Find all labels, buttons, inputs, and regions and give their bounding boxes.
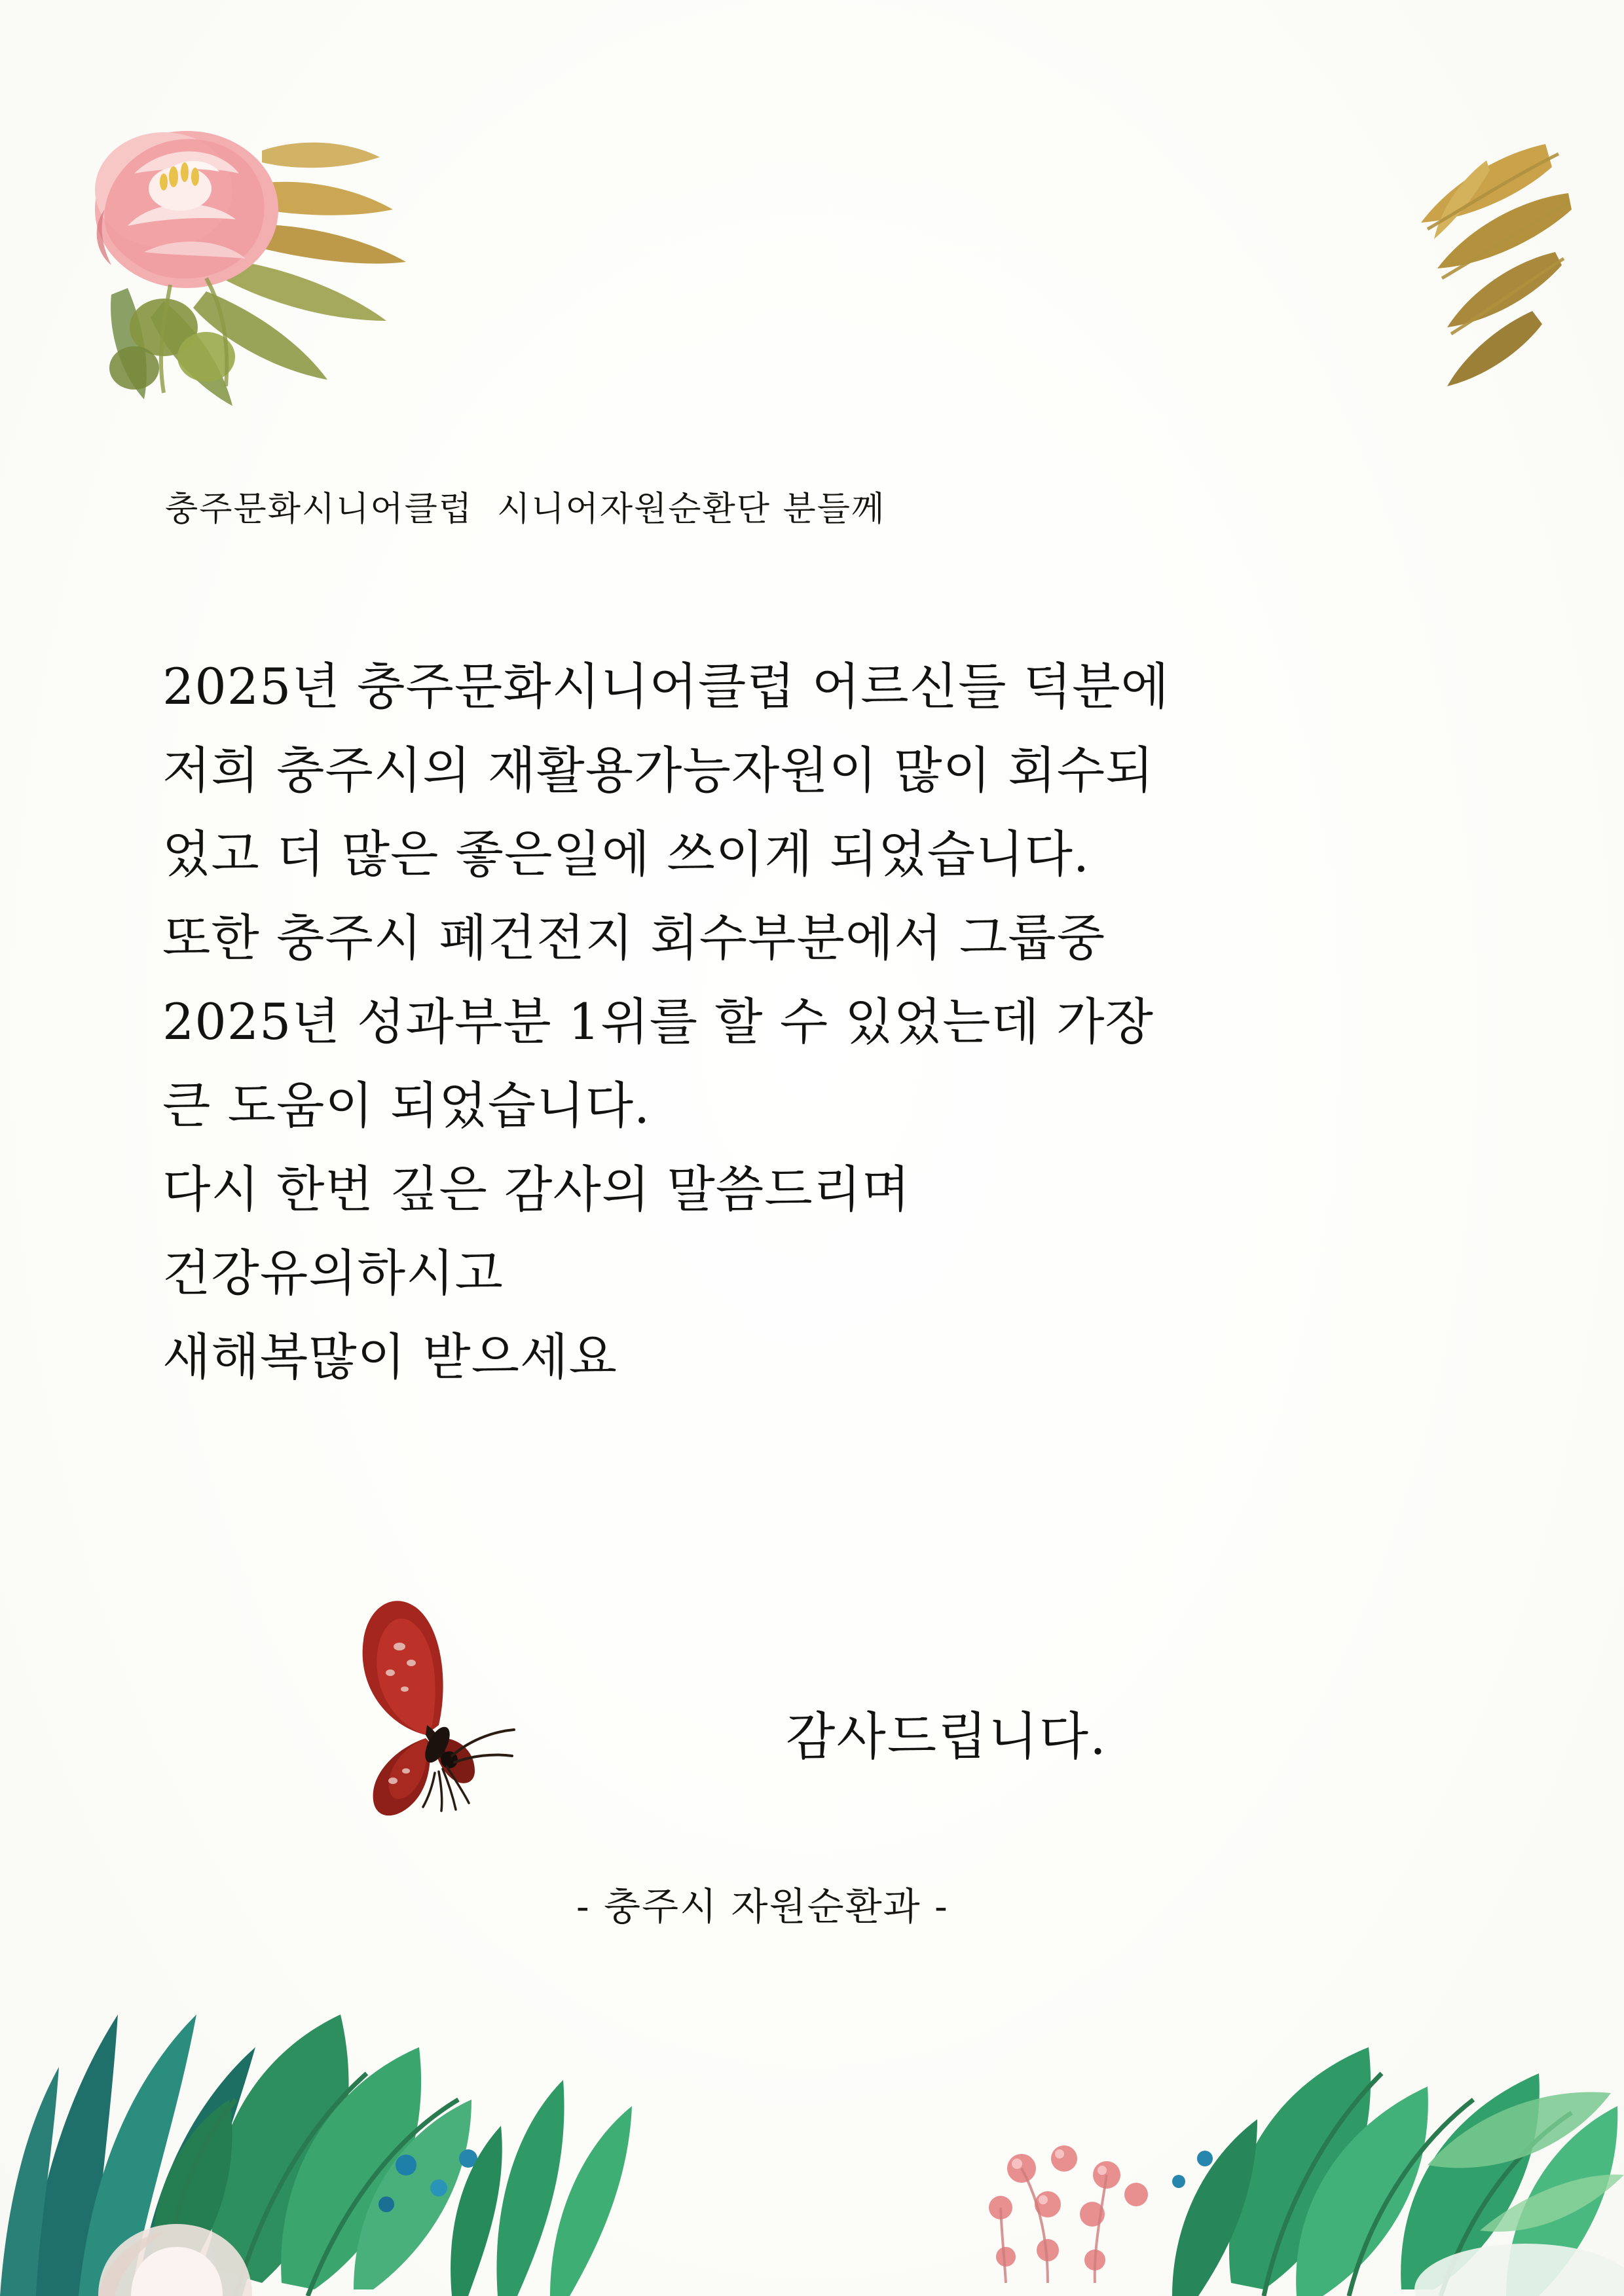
- body-line: 었고 더 많은 좋은일에 쓰이게 되었습니다.: [162, 825, 1090, 883]
- salutation: 충주문화시니어클럽 시니어자원순환단 분들께: [165, 490, 886, 529]
- body-line: 큰 도움이 되었습니다.: [162, 1076, 651, 1135]
- body-line: 새해복많이 받으세요: [162, 1328, 618, 1386]
- body-line: 저희 충주시의 재활용가능자원이 많이 회수되: [162, 741, 1154, 799]
- letter-body: [162, 645, 1511, 1399]
- body-line: 다시 한번 깊은 감사의 말씀드리며: [162, 1160, 911, 1218]
- body-line: 또한 충주시 폐건전지 회수부분에서 그룹중: [162, 909, 1106, 967]
- body-line: 건강유의하시고: [162, 1244, 504, 1302]
- closing-line: 감사드립니다.: [786, 1707, 1107, 1766]
- body-line: 2025년 성과부분 1위를 할 수 있었는데 가장: [162, 993, 1154, 1051]
- signature-line: - 충주시 자원순환과 -: [576, 1884, 949, 1929]
- body-line: 2025년 충주문화시니어클럽 어르신들 덕분에: [162, 657, 1170, 716]
